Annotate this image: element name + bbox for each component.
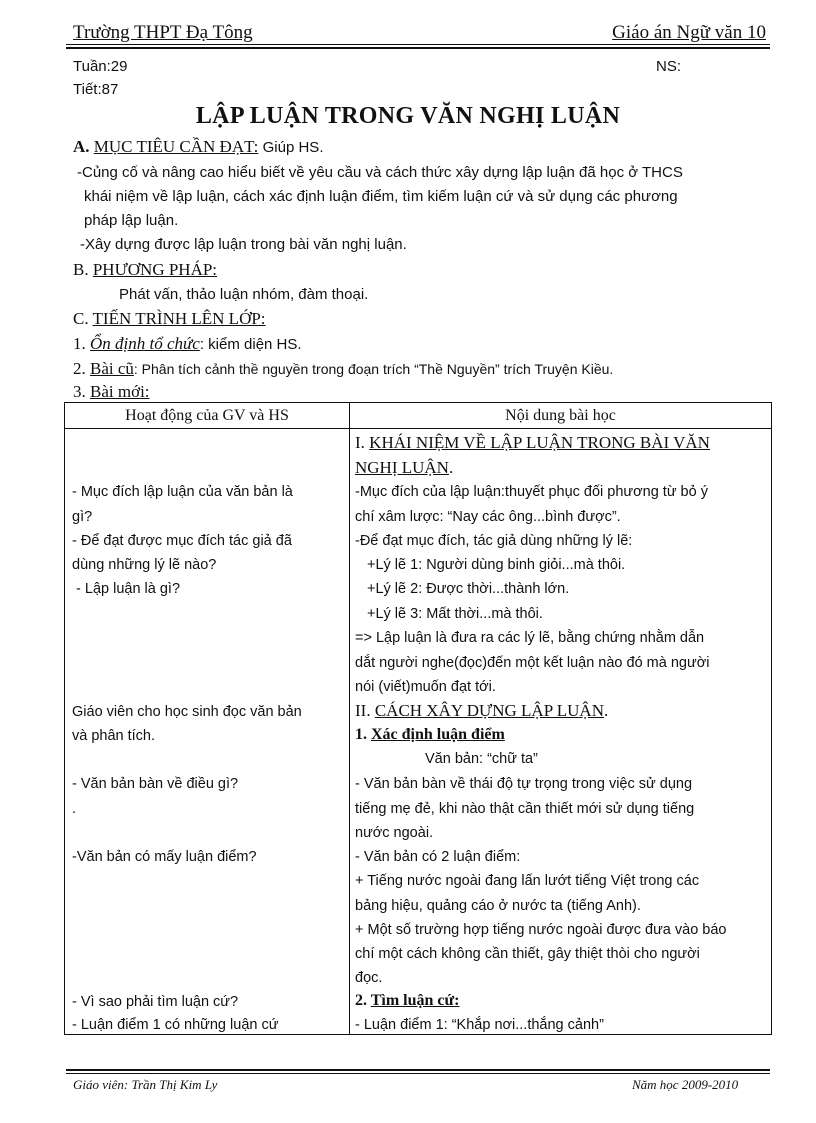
left-cell-line: - Mục đích lập luận của văn bản là [72,484,293,500]
left-cell-line: . [72,801,77,817]
section-a-after: Giúp HS. [262,139,324,156]
footer-rule [66,1073,770,1074]
right-heading-2: II. CÁCH XÂY DỰNG LẬP LUẬN. [355,701,609,720]
left-cell-line: gì? [72,509,93,525]
header-rule [66,44,770,45]
left-cell-line: - Văn bản bàn về điều gì? [72,776,239,792]
right-cell-line: chí xâm lược: “Nay các ông...bình được”. [355,509,621,525]
page-title: LẬP LUẬN TRONG VĂN NGHỊ LUẬN [195,103,621,129]
section-a-title: MỤC TIÊU CẦN ĐẠT: [93,137,259,156]
right-cell-line: - Văn bản bàn về thái độ tự trọng trong việc sử dụng [355,776,693,792]
section-a-line: khái niệm về lập luận, cách xác định luận điểm, tìm kiếm luận cứ và sử dụng các phương [84,188,678,205]
footer-rule-thick [66,1069,770,1071]
section-b-label: B. [73,260,89,279]
footer-year: Năm học 2009-2010 [632,1077,739,1092]
right-cell-line: tiếng mẹ đẻ, khi nào thật cần thiết mới sử dụng tiếng [355,801,695,817]
sub-number: 1. [355,726,367,743]
item-number: 3. [73,382,86,401]
school-name: Trường THPT Đạ Tông [73,22,253,43]
sub-text: Xác định luận điểm [371,726,505,743]
right-column-header: Nội dung bài học [505,407,616,424]
right-sub-1 [355,723,505,748]
right-cell-line: nước ngoài. [355,825,434,841]
left-cell-line: - Lập luận là gì? [72,581,181,597]
subject-name: Giáo án Ngữ văn 10 [612,22,766,43]
section-c-item-1 [73,334,302,354]
section-c-heading [73,309,266,329]
right-cell-line: + Tiếng nước ngoài đang lấn lướt tiếng Việt trong các [355,873,700,889]
right-cell-line: -Mục đích của lập luận:thuyết phục đối phương từ bỏ ý [355,484,708,500]
column-divider [349,403,350,1034]
right-cell-line: Văn bản: “chữ ta” [425,751,538,767]
sub-text: Tìm luận cứ: [370,992,460,1009]
section-a-line: -Xây dựng được lập luận trong bài văn nghị luận. [80,236,407,253]
right-cell-line: +Lý lẽ 2: Được thời...thành lớn. [367,581,570,597]
section-a-line: -Củng cố và nâng cao hiểu biết về yêu cầu và cách thức xây dựng lập luận đã học ở THCS [77,164,683,181]
section-a-line: pháp lập luận. [84,212,179,229]
right-cell-line: +Lý lẽ 3: Mất thời...mà thôi. [367,606,543,622]
section-c-label: C. [73,309,89,328]
heading-text: KHÁI NIỆM VỀ LẬP LUẬN TRONG BÀI VĂN [369,433,710,452]
section-b-heading [73,260,217,280]
ns-label: NS: [656,58,682,75]
heading-text: NGHỊ LUẬN [355,458,449,477]
section-c-item-3 [73,382,150,402]
right-cell-line: nói (viết)muốn đạt tới. [355,679,496,695]
right-cell-line: bảng hiệu, quảng cáo ở nước ta (tiếng Anh). [355,898,641,914]
left-cell-line: và phân tích. [72,728,156,744]
sub-number: 2. [355,992,367,1009]
left-column-header: Hoạt động của GV và HS [125,407,289,424]
section-a-label: A. [73,137,90,156]
item-text: : Phân tích cảnh thề nguyền trong đoạn trích “Thề Nguyền” trích Truyện Kiều. [133,361,614,377]
section-b-line: Phát vấn, thảo luận nhóm, đàm thoại. [119,286,369,303]
page-header [73,16,766,44]
item-number: 2. [73,359,86,378]
left-cell-line: - Vì sao phải tìm luận cứ? [72,994,239,1010]
section-c-item-2 [73,359,613,379]
right-heading-1-cont: NGHỊ LUẬN. [355,458,454,477]
left-cell-line: - Luận điểm 1 có những luận cứ [72,1017,279,1033]
right-cell-line: + Một số trường hợp tiếng nước ngoài được đưa vào báo [355,922,727,938]
right-cell-line: đọc. [355,970,383,986]
left-cell-line: - Để đạt được mục đích tác giả đã [72,533,292,549]
section-c-title: TIẾN TRÌNH LÊN LỚP: [92,309,266,328]
right-cell-line: dắt người nghe(đọc)đến một kết luận nào đó mà người [355,655,710,671]
right-cell-line: +Lý lẽ 1: Người dùng binh giỏi...mà thôi. [367,557,626,573]
right-sub-2 [355,989,459,1014]
item-text: : kiểm diện HS. [199,336,302,353]
right-cell-line: -Để đạt mục đích, tác giả dùng những lý lẽ: [355,533,633,549]
right-cell-line: - Luận điểm 1: “Khắp nơi...thắng cảnh” [355,1017,604,1033]
right-cell-line: => Lập luận là đưa ra các lý lẽ, bằng chứng nhằm dẫn [355,630,705,646]
header-divider [65,428,771,429]
item-heading: Ổn định tổ chức [90,334,200,353]
section-a-heading [73,137,323,157]
section-b-title: PHƯƠNG PHÁP: [92,260,218,279]
header-rule-thick [66,47,770,49]
item-heading: Bài mới: [90,382,150,401]
week-label: Tuần:29 [73,58,128,75]
left-cell-line: Giáo viên cho học sinh đọc văn bản [72,704,302,720]
right-cell-line: chí một cách không cần thiết, gây thiệt thòi cho người [355,946,700,962]
item-heading: Bài cũ [90,359,134,378]
left-cell-line: dùng những lý lẽ nào? [72,557,217,573]
heading-number: II. [355,701,371,720]
right-heading-1 [355,431,710,456]
lesson-label: Tiết:87 [73,81,119,98]
footer-teacher: Giáo viên: Trần Thị Kim Ly [73,1077,218,1092]
left-cell-line: -Văn bản có mấy luận điểm? [72,849,257,865]
right-cell-line: - Văn bản có 2 luận điểm: [355,849,521,865]
item-number: 1. [73,334,86,353]
heading-number: I. [355,433,365,452]
heading-text: CÁCH XÂY DỰNG LẬP LUẬN [374,701,604,720]
